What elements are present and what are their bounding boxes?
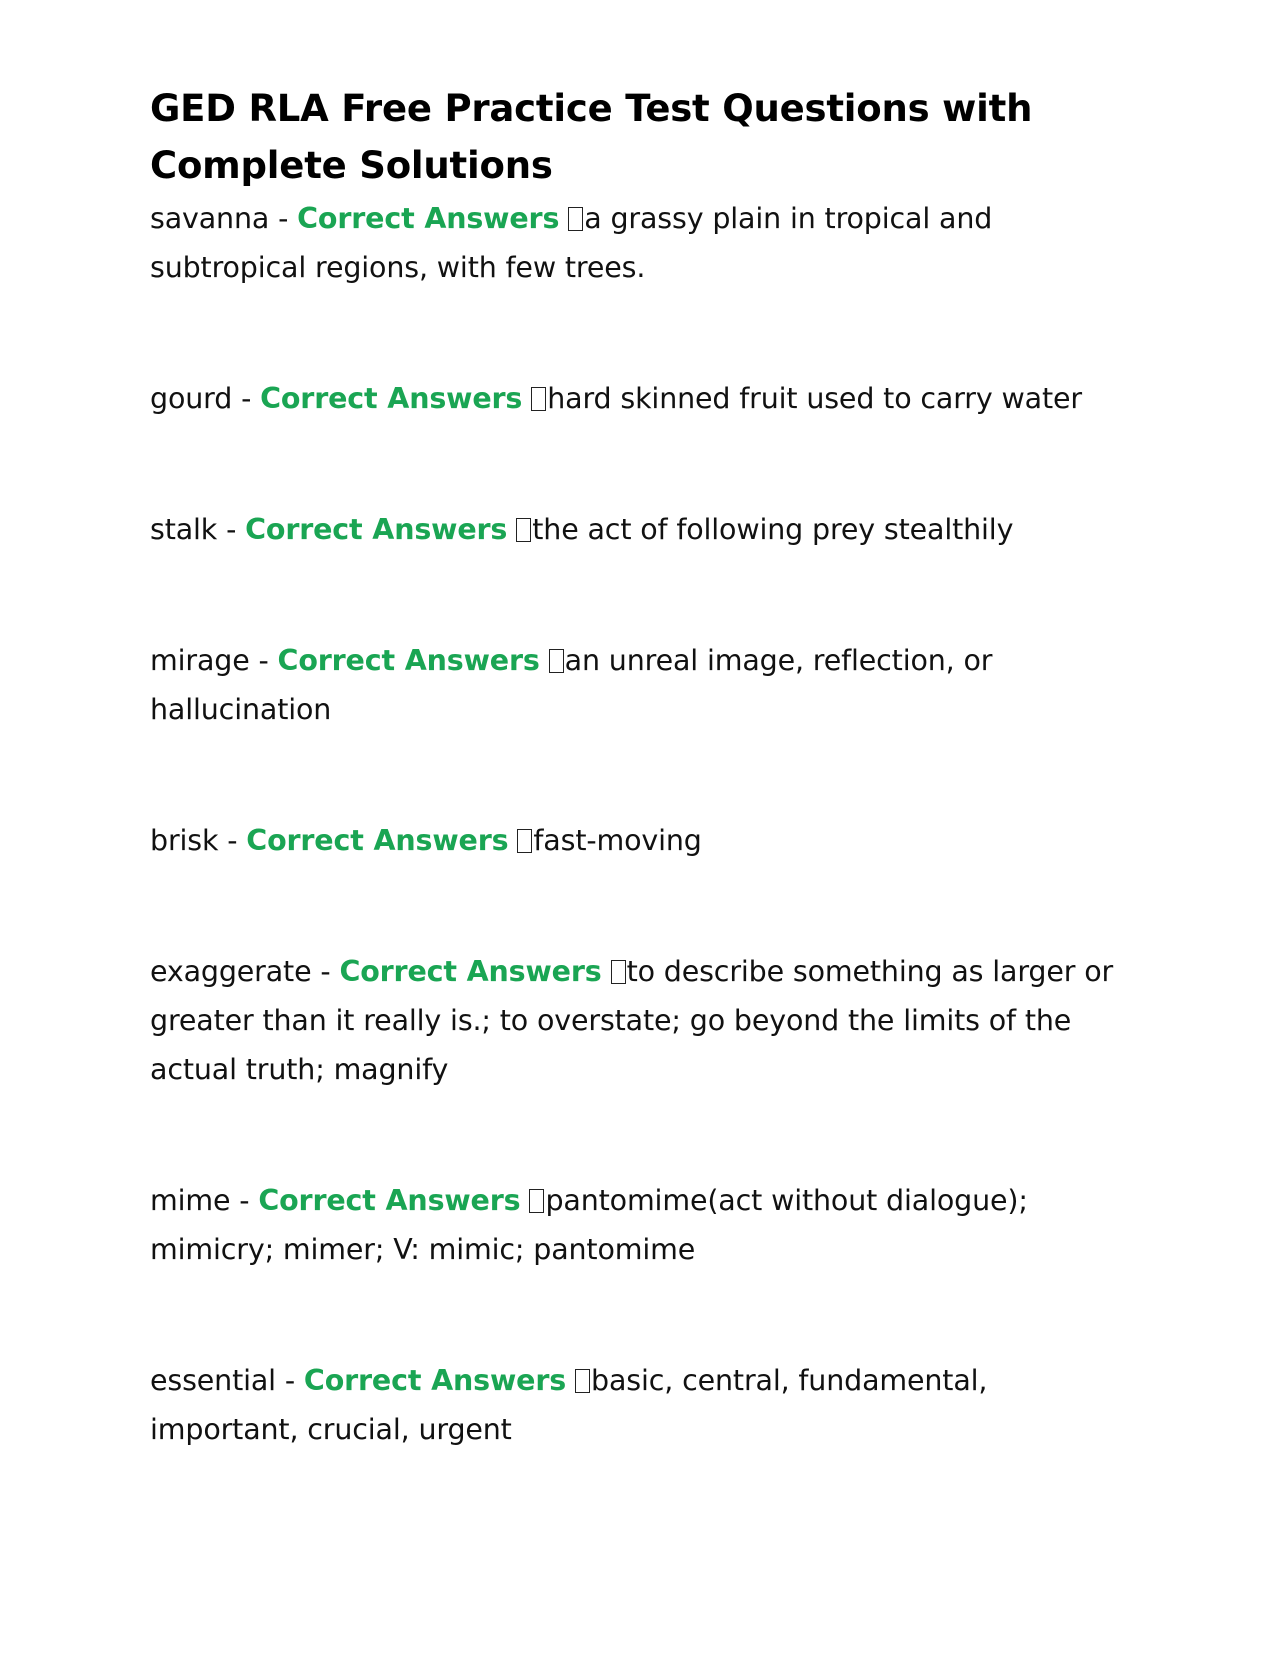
entry-term: exaggerate [150,955,312,988]
flashcard-list [150,194,1130,1454]
flashcard-entry [150,947,1130,1094]
correct-answers-label: Correct Answers [303,1364,567,1397]
entry-definition: to describe something as larger or greater than it really is.; to overstate; go beyond the limits of the actual truth; magnify [150,955,1114,1086]
entry-term: gourd [150,382,233,415]
entry-term: mirage [150,644,250,677]
missing-glyph-box-icon [575,1369,590,1393]
correct-answers-label: Correct Answers [297,202,560,235]
correct-answers-label: Correct Answers [260,382,523,415]
entry-definition: basic, central, fundamental, important, crucial, urgent [150,1364,988,1446]
entry-separator: - [311,955,340,988]
entry-definition: an unreal image, reflection, or hallucination [150,644,993,726]
missing-glyph-box-icon [529,1189,544,1213]
correct-answers-label: Correct Answers [339,955,602,988]
entry-separator: - [230,1184,259,1217]
entry-term: mime [150,1184,231,1217]
entry-definition: fast-moving [533,824,702,857]
entry-separator: - [217,513,246,546]
flashcard-entry [150,194,1130,292]
entry-separator: - [218,824,247,857]
entry-definition: pantomime(act without dialogue); mimicry; mimer; V: mimic; pantomime [150,1184,1028,1266]
missing-glyph-box-icon [568,207,583,231]
correct-answers-label: Correct Answers [258,1184,521,1217]
missing-glyph-box-icon [516,518,531,542]
correct-answers-label: Correct Answers [246,824,509,857]
entry-separator: - [249,644,278,677]
entry-definition: a grassy plain in tropical and subtropical regions, with few trees. [150,202,993,284]
correct-answers-label: Correct Answers [277,644,540,677]
entry-separator: - [269,202,298,235]
correct-answers-label: Correct Answers [245,513,508,546]
entry-definition: hard skinned fruit used to carry water [547,382,1082,415]
missing-glyph-box-icon [549,649,564,673]
flashcard-entry [150,1176,1130,1274]
entry-definition: the act of following prey stealthily [532,513,1014,546]
flashcard-entry [150,505,1130,554]
flashcard-entry [150,374,1130,423]
document-title: GED RLA Free Practice Test Questions with Complete Solutions [150,87,1033,187]
flashcard-entry [150,816,1130,865]
entry-term: savanna [150,202,270,235]
entry-term: brisk [150,824,219,857]
entry-term: stalk [150,513,218,546]
missing-glyph-box-icon [531,387,546,411]
entry-separator: - [232,382,261,415]
flashcard-entry [150,636,1130,734]
missing-glyph-box-icon [517,829,532,853]
entry-term: essential [150,1364,276,1397]
entry-separator: - [275,1364,304,1397]
missing-glyph-box-icon [611,960,626,984]
flashcard-entry [150,1356,1130,1454]
